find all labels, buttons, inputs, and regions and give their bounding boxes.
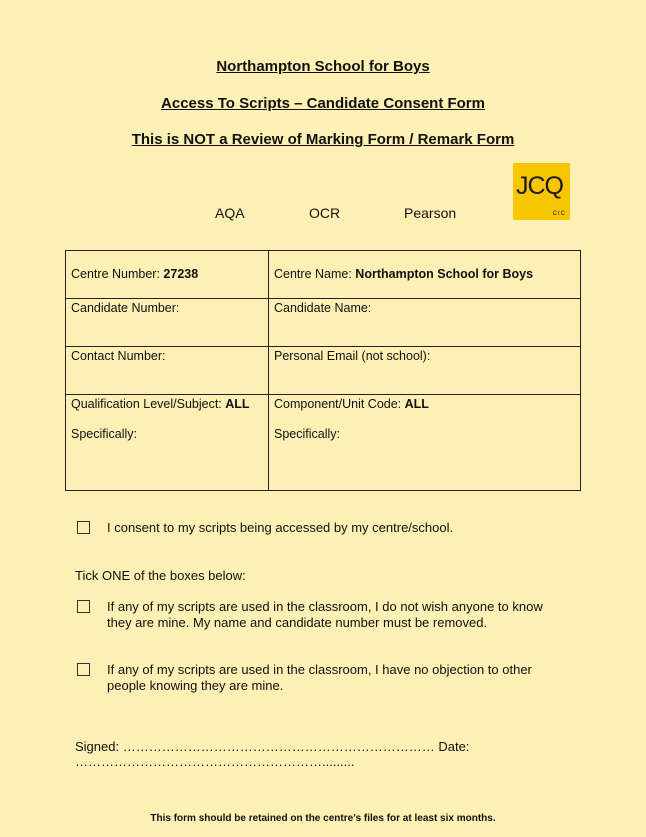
- option-no-objection-line2: people knowing they are mine.: [107, 678, 284, 693]
- consent-text: I consent to my scripts being accessed by my centre/school.: [107, 520, 454, 535]
- board-pearson: Pearson: [404, 205, 457, 221]
- form-subtitle: This is NOT a Review of Marking Form / Remark Form: [131, 131, 515, 148]
- centre-number-label: Centre Number:: [71, 267, 160, 281]
- centre-number-value: 27238: [163, 267, 199, 281]
- candidate-number-field[interactable]: [66, 299, 269, 347]
- centre-number-cell: [66, 251, 269, 299]
- jcq-logo-sub: CIC: [552, 211, 566, 217]
- component-label: Component/Unit Code:: [274, 397, 402, 411]
- signature-line: [75, 739, 646, 769]
- personal-email-label: Personal Email (not school):: [274, 349, 431, 363]
- signed-field[interactable]: ………………………………………………………………: [122, 739, 435, 754]
- date-field[interactable]: ………………………………………………….........: [75, 754, 355, 769]
- personal-email-field[interactable]: [269, 347, 581, 395]
- option-anonymous-checkbox[interactable]: [77, 600, 90, 613]
- component-value: ALL: [404, 397, 429, 411]
- contact-number-field[interactable]: [66, 347, 269, 395]
- qualification-field[interactable]: [66, 395, 269, 491]
- qualification-label: Qualification Level/Subject:: [71, 397, 222, 411]
- candidate-number-label: Candidate Number:: [71, 301, 180, 315]
- option-anonymous-line2: they are mine. My name and candidate number must be removed.: [107, 615, 488, 630]
- board-ocr: OCR: [309, 205, 341, 221]
- form-title: Access To Scripts – Candidate Consent Form: [161, 95, 485, 112]
- centre-name-cell: [269, 251, 581, 299]
- footer-note: This form should be retained on the centre’s files for at least six months.: [150, 813, 496, 824]
- candidate-name-field[interactable]: [269, 299, 581, 347]
- option-no-objection-checkbox[interactable]: [77, 663, 90, 676]
- option-no-objection-line1: If any of my scripts are used in the classroom, I have no objection to other: [107, 662, 532, 677]
- option-no-objection-text: [107, 662, 532, 694]
- centre-name-value: Northampton School for Boys: [355, 267, 534, 281]
- qualification-value: ALL: [225, 397, 250, 411]
- tick-instruction: Tick ONE of the boxes below:: [75, 568, 246, 583]
- jcq-logo: [513, 163, 570, 220]
- date-label: Date:: [438, 739, 470, 754]
- school-title: Northampton School for Boys: [216, 58, 430, 75]
- centre-name-label: Centre Name:: [274, 267, 352, 281]
- board-aqa: AQA: [215, 205, 245, 221]
- consent-checkbox[interactable]: [77, 521, 90, 534]
- jcq-logo-text: JCQ: [516, 172, 563, 200]
- qualification-specifically-label: Specifically:: [71, 427, 137, 441]
- option-anonymous-text: [107, 599, 543, 631]
- signed-label: Signed:: [75, 739, 120, 754]
- candidate-info-table: [65, 250, 581, 491]
- candidate-name-label: Candidate Name:: [274, 301, 372, 315]
- contact-number-label: Contact Number:: [71, 349, 166, 363]
- component-specifically-label: Specifically:: [274, 427, 340, 441]
- component-field[interactable]: [269, 395, 581, 491]
- option-anonymous-line1: If any of my scripts are used in the classroom, I do not wish anyone to know: [107, 599, 543, 614]
